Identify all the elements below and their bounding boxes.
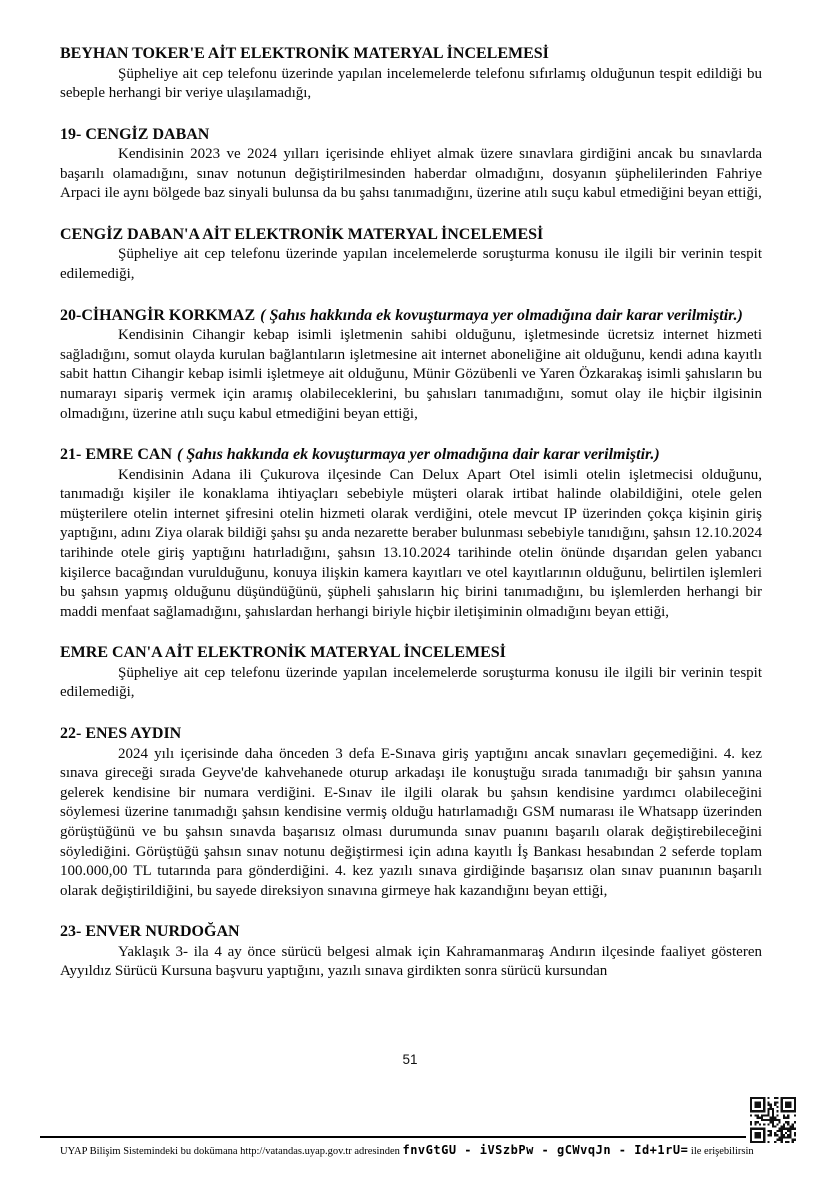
document-body	[60, 44, 762, 982]
section-heading: BEYHAN TOKER'E AİT ELEKTRONİK MATERYAL İNCELEMESİ	[60, 45, 549, 62]
section-paragraph: Yaklaşık 3- ila 4 ay önce sürücü belgesi almak için Kahramanmaraş Andırın ilçesinde faaliyet gösteren Ayyıldız Sürücü Kursuna başvuru yaptığını, yazılı sınava girdikten sonra sürücü kursundan	[60, 943, 762, 980]
section-23-enver-nurdogan	[60, 922, 762, 982]
section-heading: 23- ENVER NURDOĞAN	[60, 923, 240, 941]
footer-access-suffix: ile erişebilirsin	[690, 1146, 754, 1157]
page-number: 51	[402, 1052, 418, 1067]
section-heading: EMRE CAN'A AİT ELEKTRONİK MATERYAL İNCELEMESİ	[60, 644, 506, 662]
section-21-emre-can	[60, 445, 762, 622]
section-paragraph: Şüpheliye ait cep telefonu üzerinde yapılan incelemelerde telefonu sıfırlamış olduğunun tespit edildiği bu sebeple herhangi bir veriye ulaşılamadığı,	[60, 65, 762, 102]
section-heading: 22- ENES AYDIN	[60, 725, 182, 743]
section-emre-can-incelemesi	[60, 643, 762, 703]
section-heading-text: 20-CİHANGİR KORKMAZ	[60, 306, 256, 324]
section-paragraph: Şüpheliye ait cep telefonu üzerinde yapılan incelemelerde soruşturma konusu ile ilgili bir verinin tespit edilemediği,	[60, 246, 762, 283]
qr-code-icon	[750, 1097, 796, 1143]
footer-access-code: fnvGtGU - iVSzbPw - gCWvqJn - Id+1rU=	[402, 1143, 689, 1157]
section-heading-text: 21- EMRE CAN	[60, 446, 172, 464]
section-heading	[60, 445, 762, 465]
section-19-cengiz-daban	[60, 125, 762, 204]
section-paragraph: Kendisinin Cihangir kebap isimli işletmenin sahibi olduğunu, işletmesinde ücretsiz internet hizmeti sağladığını, somut olayda kurulan bağlantıların işletmesine ait internet aboneliğine ait olduğunu, kendi adına kayıtlı sabit hattın Cihangir kebap isimli işletmeye ait olduğunu, Münir Gözübenli ve Yaren Özkarakaş isimli şahısların bu numarayı sipariş vermek için aramış olabileceklerini, bu şahısları tanımadığını, somut olay ile hiçbir ilgisinin olmadığını, üzerine atılı suçu kabul etmediğini beyan ettiği,	[60, 327, 762, 422]
section-heading-note: ( Şahıs hakkında ek kovuşturmaya yer olmadığına dair karar verilmiştir.)	[260, 306, 743, 324]
section-paragraph: 2024 yılı içerisinde daha önceden 3 defa E-Sınava giriş yaptığını ancak sınavları geçemediğini. 4. kez sınava gireceği sırada Geyve'de kahvehanede oturup arkadaşı ile konuştuğu sırada tanımadığı bir şahsın yanına gelerek kendisine bir numara verdiğini. E-Sınav ile ilgili olarak bu şahsın kendisine yardımcı olabileceğini söylemesi üzerine tanımadığı şahsın kendisine vermiş olduğu hatırlamadığı GSM numarası ile Whatsapp üzerinden görüştüğünü ve bu şahsın sınavda başarısız olması durumunda sınav puanını başarılı olarak değiştirebileceğini söylediğini. Görüştüğü şahsın sınav notunu değiştirmesi için adına kayıtlı İş Bankası hesabından 2 seferde toplam 100.000,00 TL tutarında para gönderdiğini. 4. kez yazılı sınava girdiğinde başarısız olan sınav puanının başarılı olarak değiştirildiğini, bu sayede direksiyon sınavına girmeye hak kazandığını beyan ettiği,	[60, 745, 762, 899]
section-cengiz-daban-incelemesi	[60, 225, 762, 285]
footer-access-prefix: UYAP Bilişim Sistemindeki bu dokümana http://vatandas.uyap.gov.tr adresinden	[60, 1146, 400, 1157]
section-beyhan-toker-incelemesi	[60, 44, 762, 104]
section-heading: 19- CENGİZ DABAN	[60, 125, 210, 143]
section-paragraph: Şüpheliye ait cep telefonu üzerinde yapılan incelemelerde soruşturma konusu ile ilgili bir verinin tespit edilemediği,	[60, 664, 762, 701]
footer	[40, 1136, 754, 1157]
footer-text	[40, 1143, 754, 1157]
section-heading: CENGİZ DABAN'A AİT ELEKTRONİK MATERYAL İNCELEMESİ	[60, 225, 544, 243]
section-paragraph: Kendisinin Adana ili Çukurova ilçesinde Can Delux Apart Otel isimli otelin işletmecisi olduğunu, tanımadığı kişiler ile konaklama ihtiyaçları sebebiyle müşteri olarak irtibat halinde olabildiğini, otele gelen müşterilere otelin internet şifresini otelin hizmeti olarak verdiğini, otele mevcut IP üzerinden çokça kişinin giriş yaptığını, adını Ziya olarak bildiği şahsı şu anda nezarette beraber bulunması sebebiyle tanıdığını, şahsın 12.10.2024 tarihinde otele giriş yaptığını hatırladığını, şahsın 13.10.2024 tarihinde otelin önünde dışarıdan gelen yabancı kişilerce bacağından vurulduğunu, konuya ilişkin kamera kayıtları ve otel kayıtlarının olduğunu, belirtilen işlemleri bu şahsın yapmış olduğunu düşündüğünü, şüpheli şahısların hiç birini tanımadığını, bu işlemlerden herhangi bir maddi menfaat sağlamadığını, şahıslardan herhangi biriyle hiçbir iletişiminin olmadığını beyan ettiği,	[60, 466, 762, 620]
section-heading-note: ( Şahıs hakkında ek kovuşturmaya yer olmadığına dair karar verilmiştir.)	[177, 446, 660, 464]
section-20-cihangir-korkmaz	[60, 306, 762, 424]
section-22-enes-aydin	[60, 724, 762, 901]
section-paragraph: Kendisinin 2023 ve 2024 yılları içerisinde ehliyet almak üzere sınavlara girdiğini ancak bu sınavlarda başarılı olamadığını, sınav notunun değiştirilmesinden haberdar olmadığını, dosyanın şüphelilerinden Fahriye Arpaci ile aynı bölgede baz sinyali bulunsa da bu şahsı tanımadığını, üzerine atılı suçu kabul etmediğini beyan ettiği,	[60, 146, 762, 202]
section-heading	[60, 306, 762, 326]
